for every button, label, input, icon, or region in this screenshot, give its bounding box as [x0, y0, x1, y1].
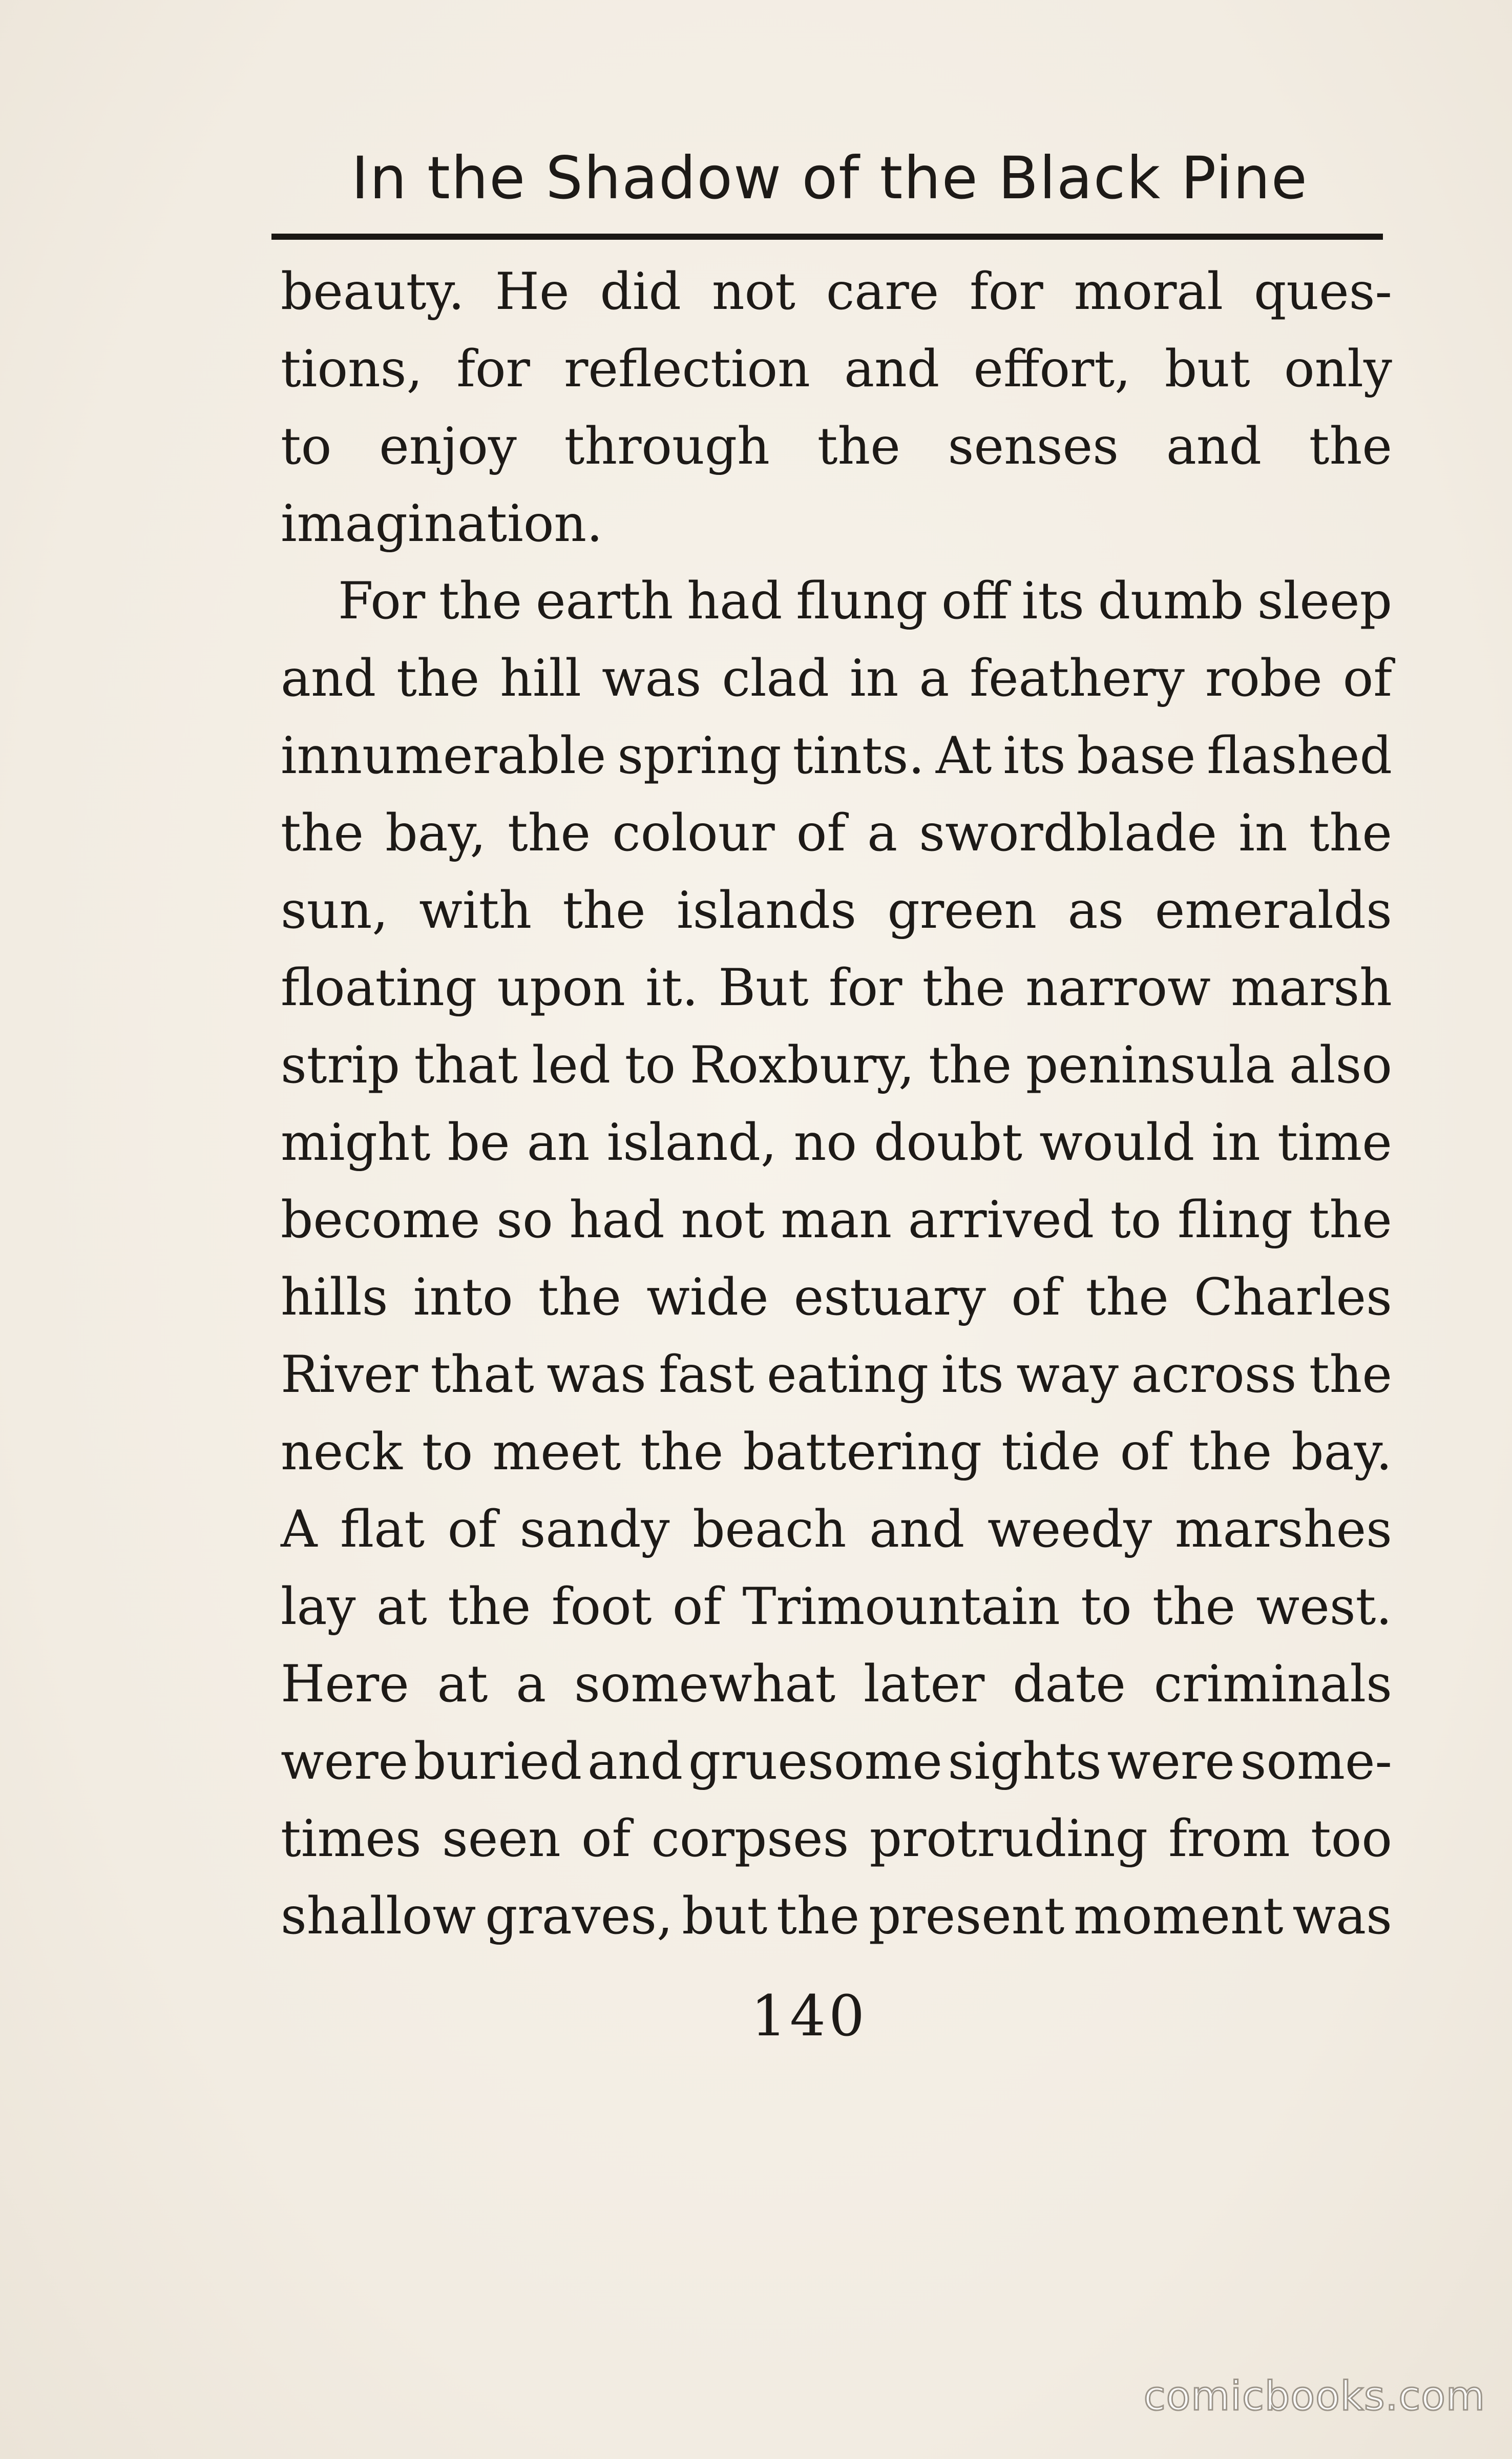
word: shallow — [281, 1887, 476, 1946]
word: of — [1120, 1423, 1169, 1482]
word: had — [569, 1191, 665, 1249]
word: not — [711, 262, 795, 321]
word: innumerable — [281, 726, 606, 785]
word: a — [516, 1655, 547, 1714]
word: battering — [743, 1423, 982, 1482]
word: tions, — [281, 340, 423, 399]
text-line — [281, 1336, 1392, 1413]
word: islands — [677, 881, 857, 940]
word: feathery — [970, 649, 1185, 708]
word: moment — [1074, 1887, 1284, 1946]
word: hills — [281, 1268, 388, 1327]
word: River — [281, 1345, 418, 1404]
word: as — [1067, 881, 1124, 940]
watermark: comicbooks.com — [1143, 2373, 1485, 2420]
word: the — [538, 1268, 621, 1327]
word: of — [672, 1577, 722, 1636]
word: were — [1107, 1732, 1235, 1791]
word: date — [1013, 1655, 1126, 1714]
word: the — [1309, 804, 1392, 863]
word: west. — [1256, 1577, 1392, 1636]
word: bay, — [385, 804, 486, 863]
word: present — [869, 1887, 1065, 1946]
word: to — [624, 1036, 676, 1095]
text-line — [281, 1491, 1392, 1568]
text-line — [281, 330, 1392, 408]
running-header-title: In the Shadow of the Black Pine — [351, 144, 1308, 212]
word: weedy — [987, 1500, 1152, 1559]
word: had — [687, 572, 783, 631]
word: its — [941, 1345, 1004, 1404]
word: from — [1168, 1809, 1290, 1868]
word: bay. — [1291, 1423, 1392, 1482]
word: were — [281, 1732, 409, 1791]
word: that — [430, 1345, 534, 1404]
word: for — [828, 958, 902, 1017]
word: marshes — [1174, 1500, 1392, 1559]
word: A — [281, 1500, 318, 1559]
word: later — [864, 1655, 985, 1714]
word: robe — [1205, 649, 1322, 708]
word: hill — [500, 649, 581, 708]
word: in — [849, 649, 899, 708]
word: be — [447, 1113, 510, 1172]
word: earth — [535, 572, 674, 631]
word: Here — [281, 1655, 409, 1714]
word: the — [1152, 1577, 1236, 1636]
text-line — [281, 1878, 1392, 1955]
word: the — [1189, 1423, 1272, 1482]
word: somewhat — [574, 1655, 836, 1714]
word: it. — [645, 958, 699, 1017]
word: But — [718, 958, 809, 1017]
word: to — [281, 417, 332, 476]
word: marsh — [1231, 958, 1392, 1017]
word: ques- — [1254, 262, 1392, 321]
text-line — [281, 872, 1392, 949]
text-line — [281, 1723, 1392, 1800]
word: graves, — [485, 1887, 673, 1946]
word: sun, — [281, 881, 388, 940]
word: senses — [948, 417, 1119, 476]
word: too — [1310, 1809, 1392, 1868]
word: of — [447, 1500, 497, 1559]
word: some- — [1240, 1732, 1392, 1791]
text-line — [281, 1800, 1392, 1878]
text-line — [281, 640, 1392, 717]
word: At — [935, 726, 992, 785]
word: man — [781, 1191, 892, 1249]
word: imagination. — [281, 494, 603, 553]
text-line — [281, 1104, 1392, 1181]
word: off — [941, 572, 1008, 631]
word: its — [1003, 726, 1066, 785]
word: floating — [281, 958, 477, 1017]
word: its — [1021, 572, 1084, 631]
word: the — [1085, 1268, 1169, 1327]
word: beauty. — [281, 262, 465, 321]
word: flat — [340, 1500, 425, 1559]
word: only — [1284, 340, 1392, 399]
word: corpses — [651, 1809, 849, 1868]
word: protruding — [869, 1809, 1148, 1868]
text-line — [281, 795, 1392, 872]
word: For — [338, 572, 426, 631]
word: lay — [281, 1577, 356, 1636]
word: through — [564, 417, 770, 476]
word: buried — [414, 1732, 582, 1791]
word: also — [1289, 1036, 1392, 1095]
word: times — [281, 1809, 422, 1868]
word: the — [448, 1577, 531, 1636]
word: and — [844, 340, 940, 399]
word: Charles — [1194, 1268, 1392, 1327]
word: in — [1211, 1113, 1261, 1172]
word: across — [1131, 1345, 1297, 1404]
word: narrow — [1025, 958, 1211, 1017]
word: spring — [617, 726, 782, 785]
text-line — [281, 1413, 1392, 1491]
word: fling — [1178, 1191, 1293, 1249]
word: reflection — [564, 340, 810, 399]
word: the — [640, 1423, 724, 1482]
word: moral — [1074, 262, 1224, 321]
word: the — [508, 804, 591, 863]
word: but — [682, 1887, 768, 1946]
word: strip — [281, 1036, 400, 1095]
word: swordblade — [919, 804, 1217, 863]
word: the — [396, 649, 480, 708]
word: green — [887, 881, 1037, 940]
word: led — [532, 1036, 611, 1095]
word: colour — [612, 804, 775, 863]
word: flung — [796, 572, 928, 631]
word: might — [281, 1113, 431, 1172]
word: a — [919, 649, 950, 708]
word: emeralds — [1154, 881, 1392, 940]
word: was — [1292, 1887, 1392, 1946]
text-line — [281, 253, 1392, 330]
text-line — [281, 1645, 1392, 1723]
text-line — [281, 408, 1392, 485]
word: fast — [659, 1345, 754, 1404]
word: in — [1238, 804, 1288, 863]
word: He — [495, 262, 570, 321]
word: at — [437, 1655, 488, 1714]
word: foot — [551, 1577, 652, 1636]
word: of — [581, 1809, 631, 1868]
word: effort, — [973, 340, 1131, 399]
word: the — [1309, 1345, 1392, 1404]
word: to — [1110, 1191, 1162, 1249]
word: the — [562, 881, 646, 940]
word: eating — [766, 1345, 929, 1404]
word: flashed — [1207, 726, 1392, 785]
word: the — [776, 1887, 860, 1946]
word: clad — [722, 649, 829, 708]
word: estuary — [793, 1268, 986, 1327]
word: so — [496, 1191, 553, 1249]
word: sights — [948, 1732, 1102, 1791]
word: upon — [497, 958, 625, 1017]
word: enjoy — [379, 417, 517, 476]
word: to — [422, 1423, 473, 1482]
word: was — [601, 649, 702, 708]
word: seen — [442, 1809, 561, 1868]
word: not — [681, 1191, 765, 1249]
text-line — [281, 1181, 1392, 1259]
word: was — [547, 1345, 646, 1404]
word: tide — [1001, 1423, 1101, 1482]
word: a — [867, 804, 898, 863]
word: of — [1342, 649, 1392, 708]
word: gruesome — [688, 1732, 942, 1791]
word: no — [793, 1113, 857, 1172]
word: tints. — [792, 726, 925, 785]
word: would — [1039, 1113, 1195, 1172]
word: the — [1309, 1191, 1392, 1249]
word: for — [456, 340, 530, 399]
page-number: 140 — [751, 1983, 868, 2049]
word: sleep — [1257, 572, 1392, 631]
word: to — [1081, 1577, 1132, 1636]
word: Trimountain — [742, 1577, 1060, 1636]
text-line — [281, 485, 1392, 562]
word: but — [1164, 340, 1250, 399]
word: become — [281, 1191, 480, 1249]
word: the — [929, 1036, 1012, 1095]
word: that — [414, 1036, 518, 1095]
word: an — [527, 1113, 590, 1172]
word: the — [922, 958, 1005, 1017]
word: criminals — [1153, 1655, 1392, 1714]
word: neck — [281, 1423, 403, 1482]
word: the — [439, 572, 522, 631]
word: arrived — [908, 1191, 1095, 1249]
word: way — [1016, 1345, 1119, 1404]
word: and — [281, 649, 376, 708]
word: of — [1011, 1268, 1061, 1327]
text-line — [281, 717, 1392, 795]
word: time — [1277, 1113, 1392, 1172]
word: care — [826, 262, 939, 321]
word: wide — [646, 1268, 769, 1327]
word: dumb — [1098, 572, 1244, 631]
body-text — [281, 253, 1392, 1955]
word: peninsula — [1025, 1036, 1275, 1095]
word: did — [600, 262, 681, 321]
word: sandy — [519, 1500, 670, 1559]
word: and — [587, 1732, 683, 1791]
word: doubt — [874, 1113, 1022, 1172]
text-line — [281, 562, 1392, 640]
word: and — [1166, 417, 1262, 476]
text-line — [281, 1259, 1392, 1336]
word: Roxbury, — [689, 1036, 915, 1095]
word: the — [281, 804, 364, 863]
text-line — [281, 1027, 1392, 1104]
word: into — [413, 1268, 513, 1327]
word: the — [817, 417, 900, 476]
word: and — [869, 1500, 965, 1559]
header-rule — [271, 234, 1383, 240]
text-line — [281, 1568, 1392, 1645]
word: of — [796, 804, 846, 863]
word: beach — [692, 1500, 847, 1559]
word: at — [376, 1577, 427, 1636]
word: island, — [606, 1113, 777, 1172]
word: meet — [492, 1423, 621, 1482]
text-line — [281, 949, 1392, 1027]
word: with — [419, 881, 532, 940]
word: the — [1309, 417, 1392, 476]
word: base — [1077, 726, 1196, 785]
word: for — [970, 262, 1043, 321]
